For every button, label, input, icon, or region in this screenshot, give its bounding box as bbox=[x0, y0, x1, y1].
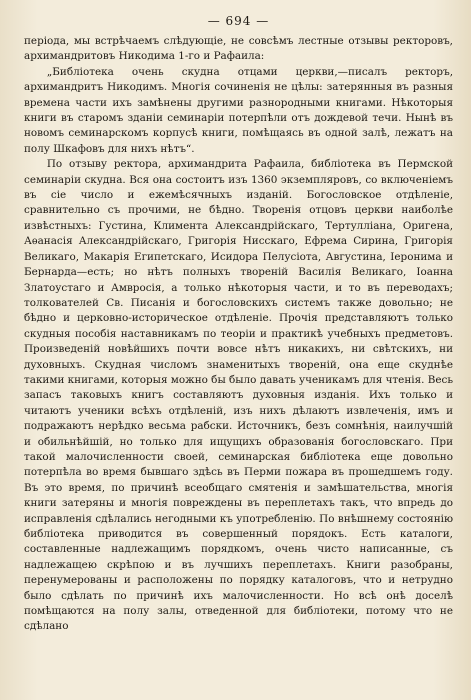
page-number: — 694 — bbox=[207, 14, 270, 28]
paragraph-3: По отзыву ректора, архимандрита Рафаила, библіотека въ Пермской семинаріи скудна. Вся она состоитъ изъ 1360 экземпляровъ, со включеніемъ въ сіе число и ежемѣсячныхъ изданій. Богословское отдѣленіе, сравнительно съ прочими, не бѣдно. Творенія отцовъ церкви наиболѣе извѣстныхъ: Густина, Климента Александрійскаго, Тертулліана, Оригена, Аѳанасія Александрійскаго, Григорія Нисскаго, Ефрема Сирина, Григорія Великаго, Макарія Египетскаго, Исидора Пелусіота, Августина, Іеронима и Бернарда—есть; но нѣтъ полныхъ твореній Василія Великаго, Іоанна Златоустаго и Амвросія, а только нѣкоторыя части, и то въ переводахъ; толкователей Св. Писанія и богословскихъ системъ также довольно; не бѣдно и церковно-историческое отдѣленіе. Прочія представляютъ только скудныя пособія наставникамъ по теоріи и практикѣ учебныхъ предметовъ. Произведеній новѣйшихъ почти вовсе нѣтъ никакихъ, ни свѣтскихъ, ни духовныхъ. Скудная числомъ знаменитыхъ твореній, она еще скуднѣе такими книгами, которыя можно бы было давать ученикамъ для чтенія. Весь запасъ таковыхъ книгъ составляютъ духовныя изданія. Ихъ только и читаютъ ученики всѣхъ отдѣленій, изъ нихъ дѣлаютъ извлеченія, имъ и подражаютъ нерѣдко весьма рабски. Источникъ, безъ сомнѣнія, наилучшій и обильнѣйшій, но только для ищущихъ образованія богословскаго. При такой малочисленности своей, семинарская библіотека еще довольно потерпѣла во время бывшаго здѣсь въ Перми пожара въ прошедшемъ году. Въ это время, по причинѣ всеобщаго смятенія и замѣшательства, многія книги затеряны и многія повреждены въ переплетахъ такъ, что впредь до исправленія сдѣлались негодными къ употребленію. По внѣшнему состоянію библіотека приводится въ совершенный порядокъ. Есть каталоги, составленные надлежащимъ порядкомъ, очень чисто написанные, съ надлежащею скрѣпою и въ лучшихъ переплетахъ. Книги разобраны, перенумерованы и расположены по порядку каталоговъ, что и нетрудно было сдѣлать по причинѣ ихъ малочисленности. Но всѣ онѣ доселѣ помѣщаются на полу залы, отведенной для библіотеки, потому что не сдѣлано bbox=[24, 158, 454, 633]
paragraph-1: періода, мы встрѣчаемъ слѣдующіе, не совсѣмъ лестные отзывы ректоровъ, архимандритовъ Никодима 1-го и Рафаила: bbox=[24, 35, 453, 63]
paragraph-2: „Библіотека очень скудна отцами церкви,—писалъ ректоръ, архимандритъ Никодимъ. Многія сочиненія не цѣлы: затерянныя въ разныя времена части ихъ замѣнены другими разнородными книгами. Нѣкоторыя книги въ старомъ зданіи семинаріи потерпѣли отъ дождевой течи. Нынѣ въ новомъ семинарскомъ корпусѣ книги, помѣщаясь въ одной залѣ, лежатъ на полу Шкафовъ для нихъ нѣтъ“. bbox=[24, 65, 453, 155]
body-text bbox=[24, 34, 453, 635]
